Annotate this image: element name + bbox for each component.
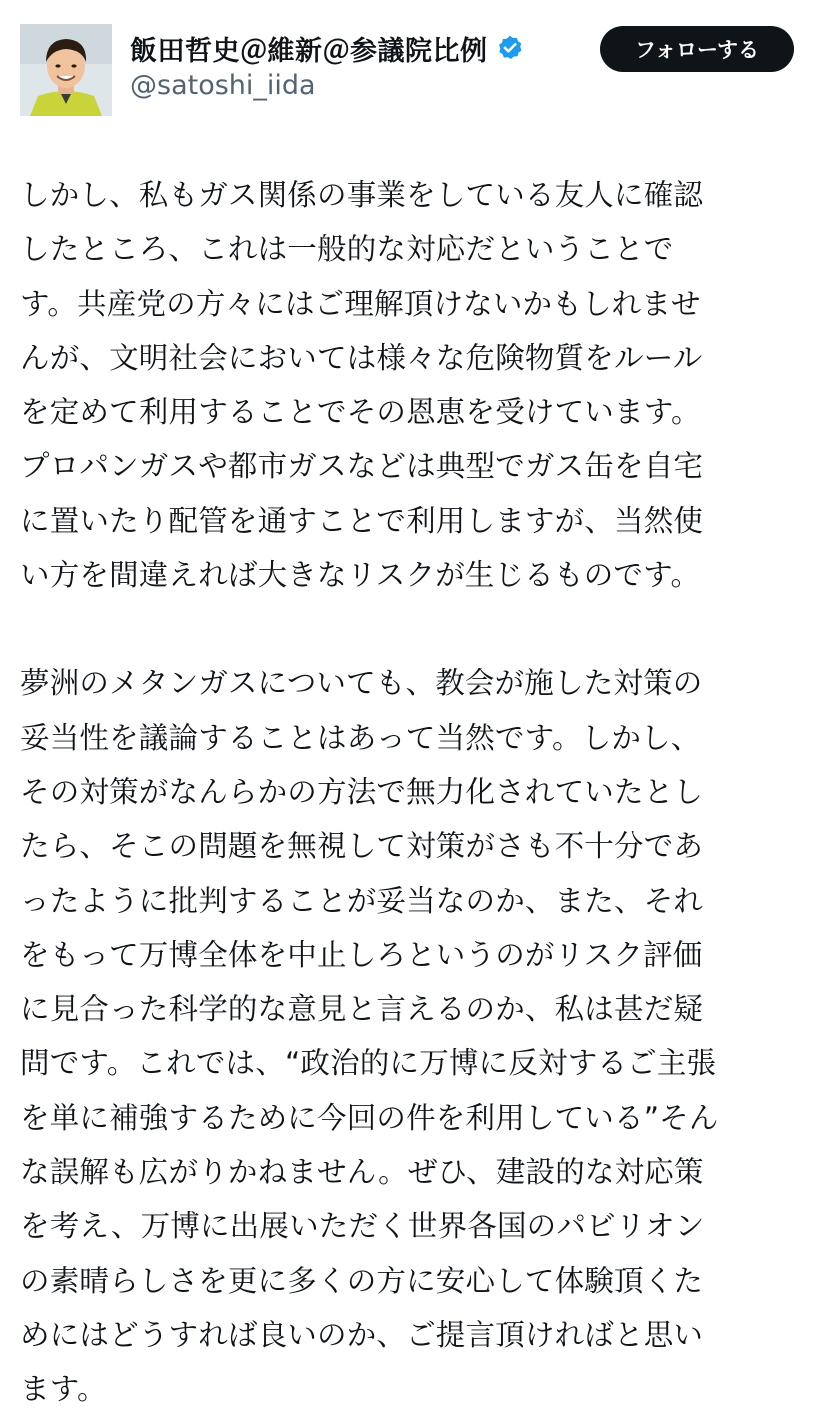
tweet-header	[0, 0, 828, 130]
avatar[interactable]	[20, 24, 112, 116]
text-line: を定めて利用することでその恩恵を受けています。	[20, 395, 701, 430]
text-line: ったように批判することが妥当なのか、また、それ	[20, 883, 704, 918]
user-handle[interactable]: @satoshi_iida	[130, 70, 316, 101]
text-line: ます。	[20, 1372, 107, 1407]
display-name[interactable]: 飯田哲史＠維新＠参議院比例	[130, 35, 488, 67]
text-line: い方を間違えれば大きなリスクが生じるものです。	[20, 558, 701, 593]
text-line: たら、そこの問題を無視して対策がさも不十分であ	[20, 829, 704, 864]
text-line: しかし、私もガス関係の事業をしている友人に確認	[20, 178, 704, 212]
text-line: をもって万博全体を中止しろというのがリスク評価	[20, 937, 703, 972]
name-row	[130, 26, 524, 70]
text-line: その対策がなんらかの方法で無力化されていたとし	[20, 774, 704, 809]
verified-badge-icon	[496, 34, 524, 62]
text-line: 夢洲のメタンガスについても、教会が施した対策の	[20, 666, 703, 701]
text-line: んが、文明社会においては様々な危険物質をルール	[20, 340, 703, 375]
follow-button[interactable]: フォローする	[600, 26, 794, 72]
tweet-text	[20, 168, 820, 1407]
tweet-paragraph-2	[20, 656, 820, 1416]
text-line: したところ、これは一般的な対応だということで	[20, 232, 674, 267]
text-line: 問です。これでは、“政治的に万博に反対するご主張	[20, 1046, 717, 1081]
text-line: プロパンガスや都市ガスなどは典型でガス缶を自宅	[20, 449, 704, 484]
text-line: を単に補強するために今回の件を利用している”そん	[20, 1100, 719, 1135]
text-line: を考え、万博に出展いただく世界各国のパビリオン	[20, 1209, 705, 1244]
text-line: 妥当性を議論することはあって当然です。しかし、	[20, 720, 701, 755]
text-line: めにはどうすれば良いのか、ご提言頂ければと思い	[20, 1317, 704, 1352]
paragraph-gap	[20, 602, 820, 656]
avatar-image	[20, 24, 112, 116]
text-line: に見合った科学的な意見と言えるのか、私は甚だ疑	[20, 992, 704, 1027]
text-line: に置いたり配管を通すことで利用しますが、当然使	[20, 503, 704, 538]
text-line: の素晴らしさを更に多くの方に安心して体験頂くた	[20, 1263, 704, 1298]
tweet-paragraph-1	[20, 168, 820, 602]
text-line: す。共産党の方々にはご理解頂けないかもしれませ	[20, 286, 701, 321]
text-line: な誤解も広がりかねません。ぜひ、建設的な対応策	[20, 1155, 704, 1190]
